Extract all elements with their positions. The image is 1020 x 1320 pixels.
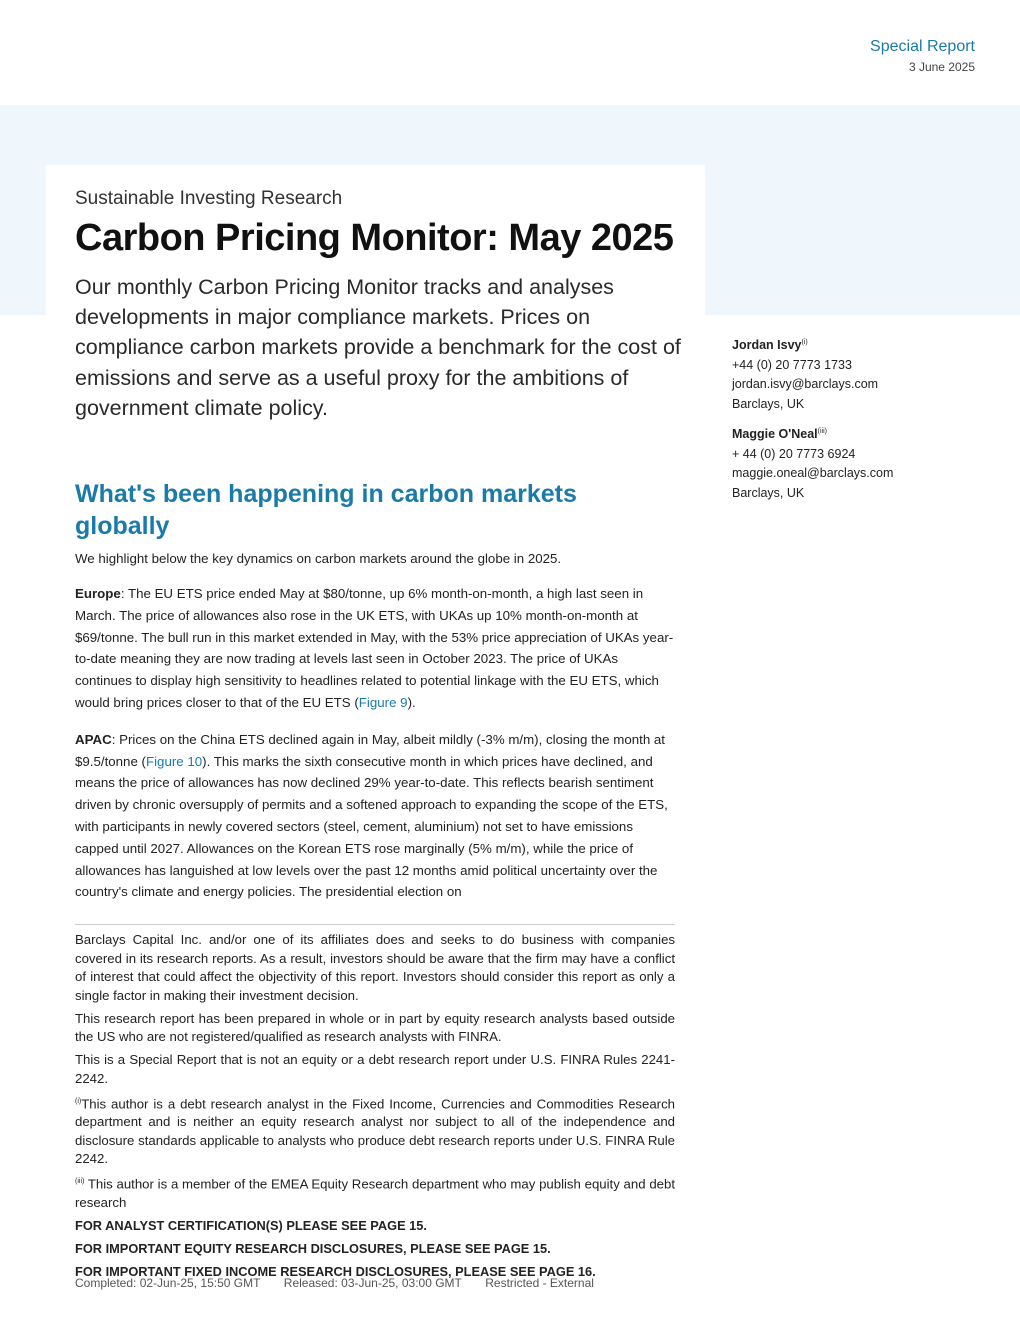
section-heading: What's been happening in carbon markets globally: [75, 480, 577, 540]
released-timestamp: Released: 03-Jun-25, 03:00 GMT: [283, 1276, 462, 1290]
disclosure-author-iii: $^{(iii)}$ This author is a member of the EMEA Equity Research department who may publish equity and debt research: [75, 1176, 675, 1211]
body-column: [75, 478, 677, 903]
page-title: Carbon Pricing Monitor: May 2025: [75, 217, 674, 259]
classification-label: Restricted - External: [485, 1276, 594, 1290]
figure-10-link[interactable]: Figure 10: [145, 753, 203, 769]
author-email[interactable]: maggie.oneal@barclays.com: [732, 466, 894, 481]
disclosure-special-report: This is a Special Report that is not an equity or a debt research report under U.S. FINRA Rules 2241-2242.: [75, 1052, 675, 1086]
equity-disclosures-link: FOR IMPORTANT EQUITY RESEARCH DISCLOSURES, PLEASE SEE PAGE 15.: [75, 1241, 551, 1257]
author-location: Barclays, UK: [732, 485, 805, 500]
intro-summary: Our monthly Carbon Pricing Monitor tracks and analyses developments in major compliance markets. Prices on compliance carbon markets provide a benchmark for the cost of emissions and serve as a useful proxy for the ambitions of government climate policy.: [75, 275, 681, 420]
completed-timestamp: Completed: 02-Jun-25, 15:50 GMT: [75, 1276, 261, 1290]
figure-9-link[interactable]: Figure 9: [358, 694, 408, 710]
author-name: Maggie O'Neal$^{(iii)}$: [732, 427, 827, 442]
europe-paragraph: Europe: The EU ETS price ended May at $80/tonne, up 6% month-on-month, a high last seen in March. The price of allowances also rose in the UK ETS, with UKAs up 10% month-on-month at $69/tonne. The bull run in this market extended in May, with the 53% price appreciation of UKAs year-to-date meaning they are now trading at levels last seen in October 2023. The price of UKAs continues to display high sensitivity to headlines related to potential linkage with the EU ETS, which would bring prices closer to that of the EU ETS (Figure 9).: [75, 586, 674, 710]
apac-label: APAC: [75, 731, 112, 747]
author-phone: +44 (0) 20 7773 1733: [732, 357, 852, 372]
report-date: 3 June 2025: [908, 60, 975, 74]
report-type: Special Report: [870, 38, 975, 55]
disclosure-finra: This research report has been prepared in whole or in part by equity research analysts based outside the US who are not registered/qualified as research analysts with FINRA.: [75, 1010, 675, 1044]
research-kicker: Sustainable Investing Research: [75, 188, 343, 209]
author-email[interactable]: jordan.isvy@barclays.com: [732, 377, 879, 392]
apac-paragraph: APAC: Prices on the China ETS declined again in May, albeit mildly (-3% m/m), closing the month at $9.5/tonne (Figure 10). This marks the sixth consecutive month in which prices have declined, and means the price of allowances has now declined 29% year-to-date. This reflects bearish sentiment driven by chronic oversupply of permits and a softened approach to expanding the scope of the ETS, with participants in newly covered sectors (steel, cement, aluminium) not set to have emissions capped until 2027. Allowances on the Korean ETS rose marginally (5% m/m), while the price of allowances has languished at low levels over the past 12 months amid political uncertainty over the country's climate and energy policies. The presidential election on: [75, 731, 668, 900]
author-phone: + 44 (0) 20 7773 6924: [732, 446, 856, 461]
author-card: [732, 422, 992, 503]
author-name: Jordan Isvy$^{(i)}$: [732, 338, 808, 353]
fixed-income-disclosures-link: FOR IMPORTANT FIXED INCOME RESEARCH DISCLOSURES, PLEASE SEE PAGE 16.: [75, 1264, 596, 1280]
footer-meta: [75, 1276, 614, 1290]
disclosure-author-i: $^{(i)}$This author is a debt research analyst in the Fixed Income, Currencies and Commodities Research department and is neither an equity research analyst nor subject to all of the independence and disclosure standards applicable to analysts who produce debt research reports under U.S. FINRA Rule 2242.: [75, 1095, 675, 1167]
europe-label: Europe: [75, 586, 121, 601]
disclosures-block: [75, 924, 675, 1282]
analyst-certification-link: FOR ANALYST CERTIFICATION(S) PLEASE SEE PAGE 15.: [75, 1218, 427, 1234]
author-list: [732, 333, 992, 511]
author-card: [732, 333, 992, 414]
disclosure-conflict: Barclays Capital Inc. and/or one of its affiliates does and seeks to do business with companies covered in its research reports. As a result, investors should be aware that the firm may have a conflict of interest that could affect the objectivity of this report. Investors should consider this report as only a single factor in making their investment decision.: [75, 932, 675, 1003]
section-lead: We highlight below the key dynamics on carbon markets around the globe in 2025.: [75, 551, 562, 566]
report-meta: [870, 37, 975, 75]
author-location: Barclays, UK: [732, 396, 805, 411]
